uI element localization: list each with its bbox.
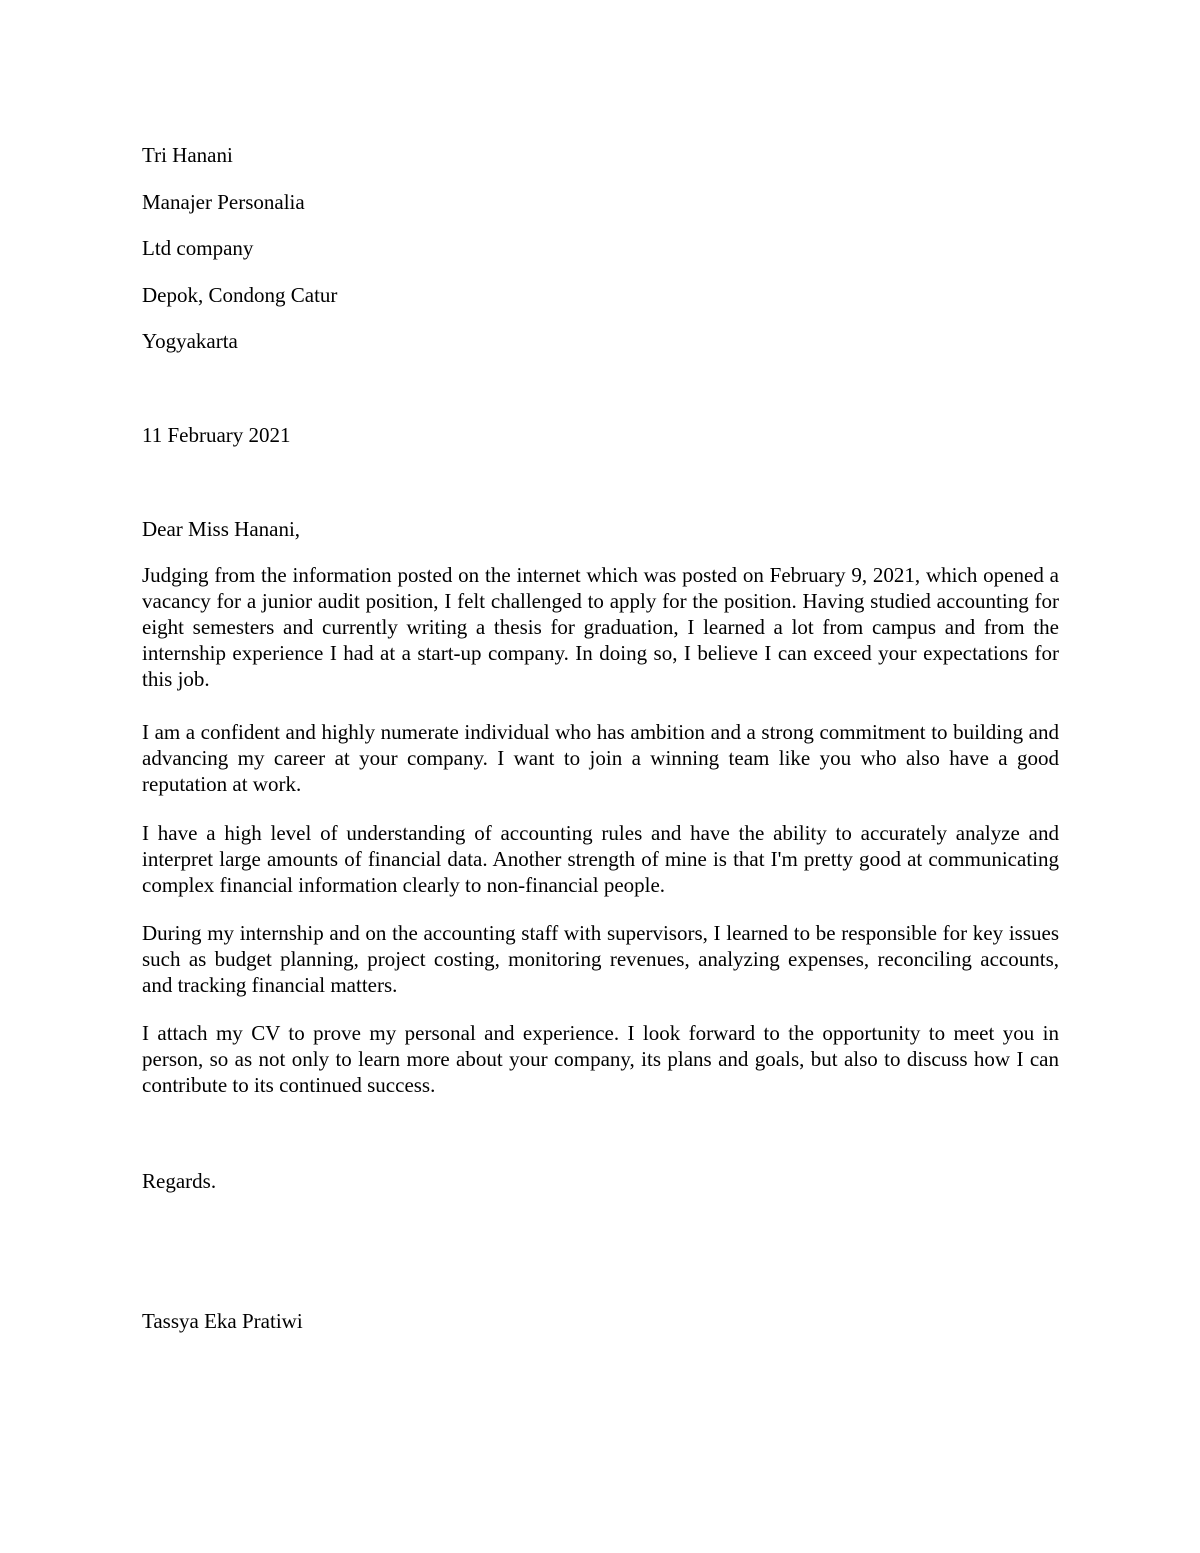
closing: Regards. (142, 1169, 217, 1193)
body-paragraph-4: During my internship and on the accounting staff with supervisors, I learned to be responsible for key issues such as budget planning, project costing, monitoring revenues, analyzing expenses, reconciling accounts, and tracking financial matters. (142, 921, 1059, 997)
body-paragraph-1: Judging from the information posted on the internet which was posted on February 9, 2021, which opened a vacancy for a junior audit position, I felt challenged to apply for the position. Having studied accounting for eight semesters and currently writing a thesis for graduation, I learned a lot from campus and from the internship experience I had at a start-up company. In doing so, I believe I can exceed your expectations for this job. (142, 563, 1059, 691)
signature-name: Tassya Eka Pratiwi (142, 1309, 303, 1333)
recipient-name: Tri Hanani (142, 143, 233, 167)
body-paragraph-3: I have a high level of understanding of accounting rules and have the ability to accurately analyze and interpret large amounts of financial data. Another strength of mine is that I'm pretty good at communicating complex financial information clearly to non-financial people. (142, 821, 1059, 897)
recipient-title: Manajer Personalia (142, 190, 305, 214)
recipient-city: Yogyakarta (142, 329, 238, 353)
letter-date: 11 February 2021 (142, 423, 291, 447)
body-paragraph-5: I attach my CV to prove my personal and experience. I look forward to the opportunity to meet you in person, so as not only to learn more about your company, its plans and goals, but also to discuss how I can contribute to its continued success. (142, 1021, 1059, 1097)
recipient-address: Depok, Condong Catur (142, 283, 338, 307)
recipient-company: Ltd company (142, 236, 254, 260)
body-paragraph-2: I am a confident and highly numerate individual who has ambition and a strong commitment to building and advancing my career at your company. I want to join a winning team like you who also have a good reputation at work. (142, 720, 1059, 796)
salutation: Dear Miss Hanani, (142, 517, 301, 541)
